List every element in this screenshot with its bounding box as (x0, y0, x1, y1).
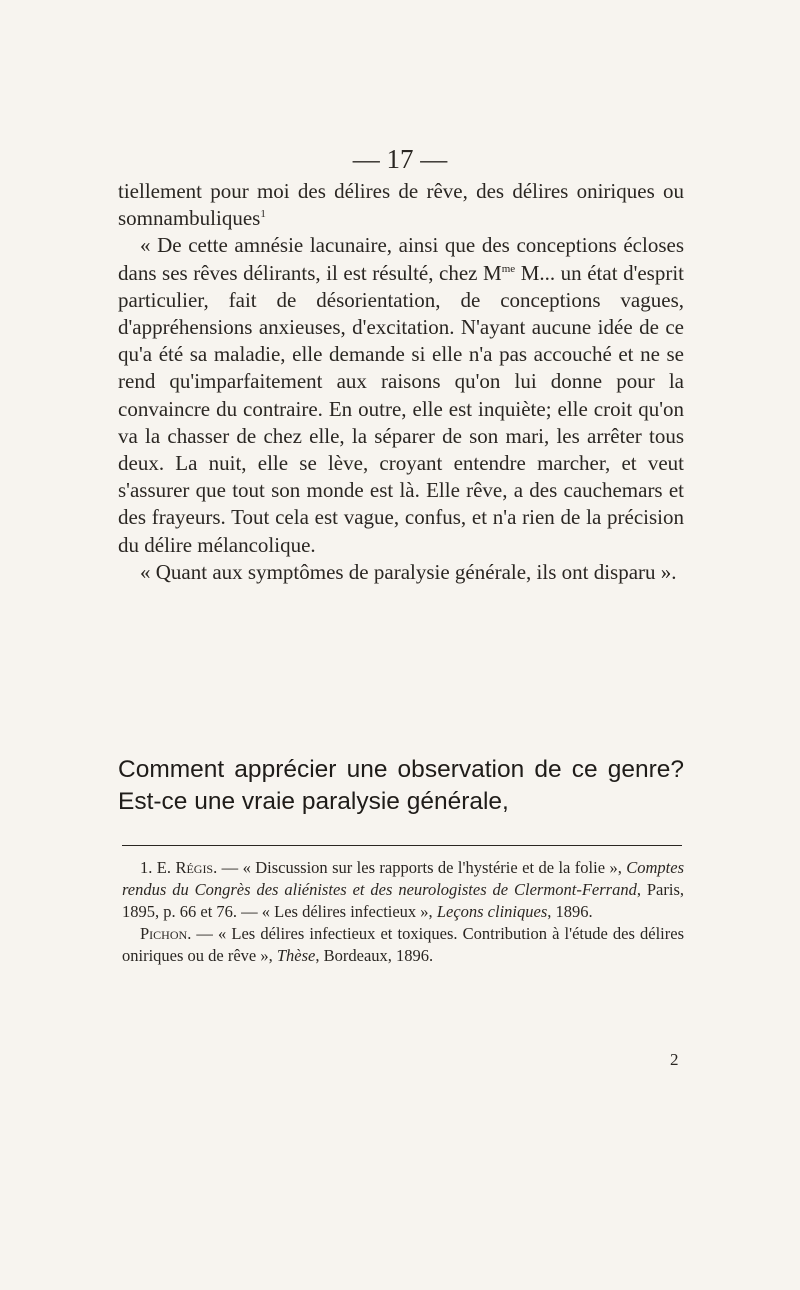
body-text (118, 178, 684, 586)
signature-mark: 2 (670, 1050, 679, 1069)
page-number: — 17 — (352, 144, 448, 174)
footnote-ref: 1 (260, 208, 266, 221)
section-heading: Comment apprécier une observation de ce genre? Est-ce une vraie paralysie générale, (118, 756, 684, 815)
paragraph-quote-end: « Quant aux symptômes de paralysie générale, ils ont disparu ». (140, 559, 677, 584)
footnote-1: 1. E. Régis. — « Discussion sur les rapports de l'hystérie et de la folie », Comptes rendus du Congrès des aliénistes et des neurologistes de Clermont-Ferrand, Paris, 1895, p. 66 et 76. — « Les délires infectieux », Leçons cliniques, 1896. (122, 858, 685, 921)
footnote-divider (122, 845, 682, 846)
paragraph-quote: « De cette amnésie lacunaire, ainsi que des conceptions écloses dans ses rêves délirants, il est résulté, chez $M^{me}$ M... un état d'esprit particulier, fait de désorientation, de conceptions vagues, d'appréhensions anxieuses, d'excitation. N'ayant aucune idée de ce qu'a été sa maladie, elle demande si elle n'a pas accouché et ne se rend qu'imparfaitement aux raisons qu'on lui donne pour la convaincre du contraire. En outre, elle est inquiète; elle croit qu'on va la chasser de chez elle, la séparer de son mari, les arrêter tous deux. La nuit, elle se lève, croyant entendre marcher, et veut s'assurer que tout son monde est là. Elle rêve, a des cauchemars et des frayeurs. Tout cela est vague, confus, et n'a rien de la précision du délire mélancolique. (118, 233, 685, 557)
footnote-2: Pichon. — « Les délires infectieux et toxiques. Contribution à l'étude des délires oniriques ou de rêve », Thèse, Bordeaux, 1896. (122, 924, 684, 965)
title-superscript: me (501, 262, 516, 275)
paragraph-continuation: tiellement pour moi des délires de rêve, des délires oniriques ou somnambuliques$^1$ (118, 179, 684, 231)
footnotes (122, 857, 684, 967)
